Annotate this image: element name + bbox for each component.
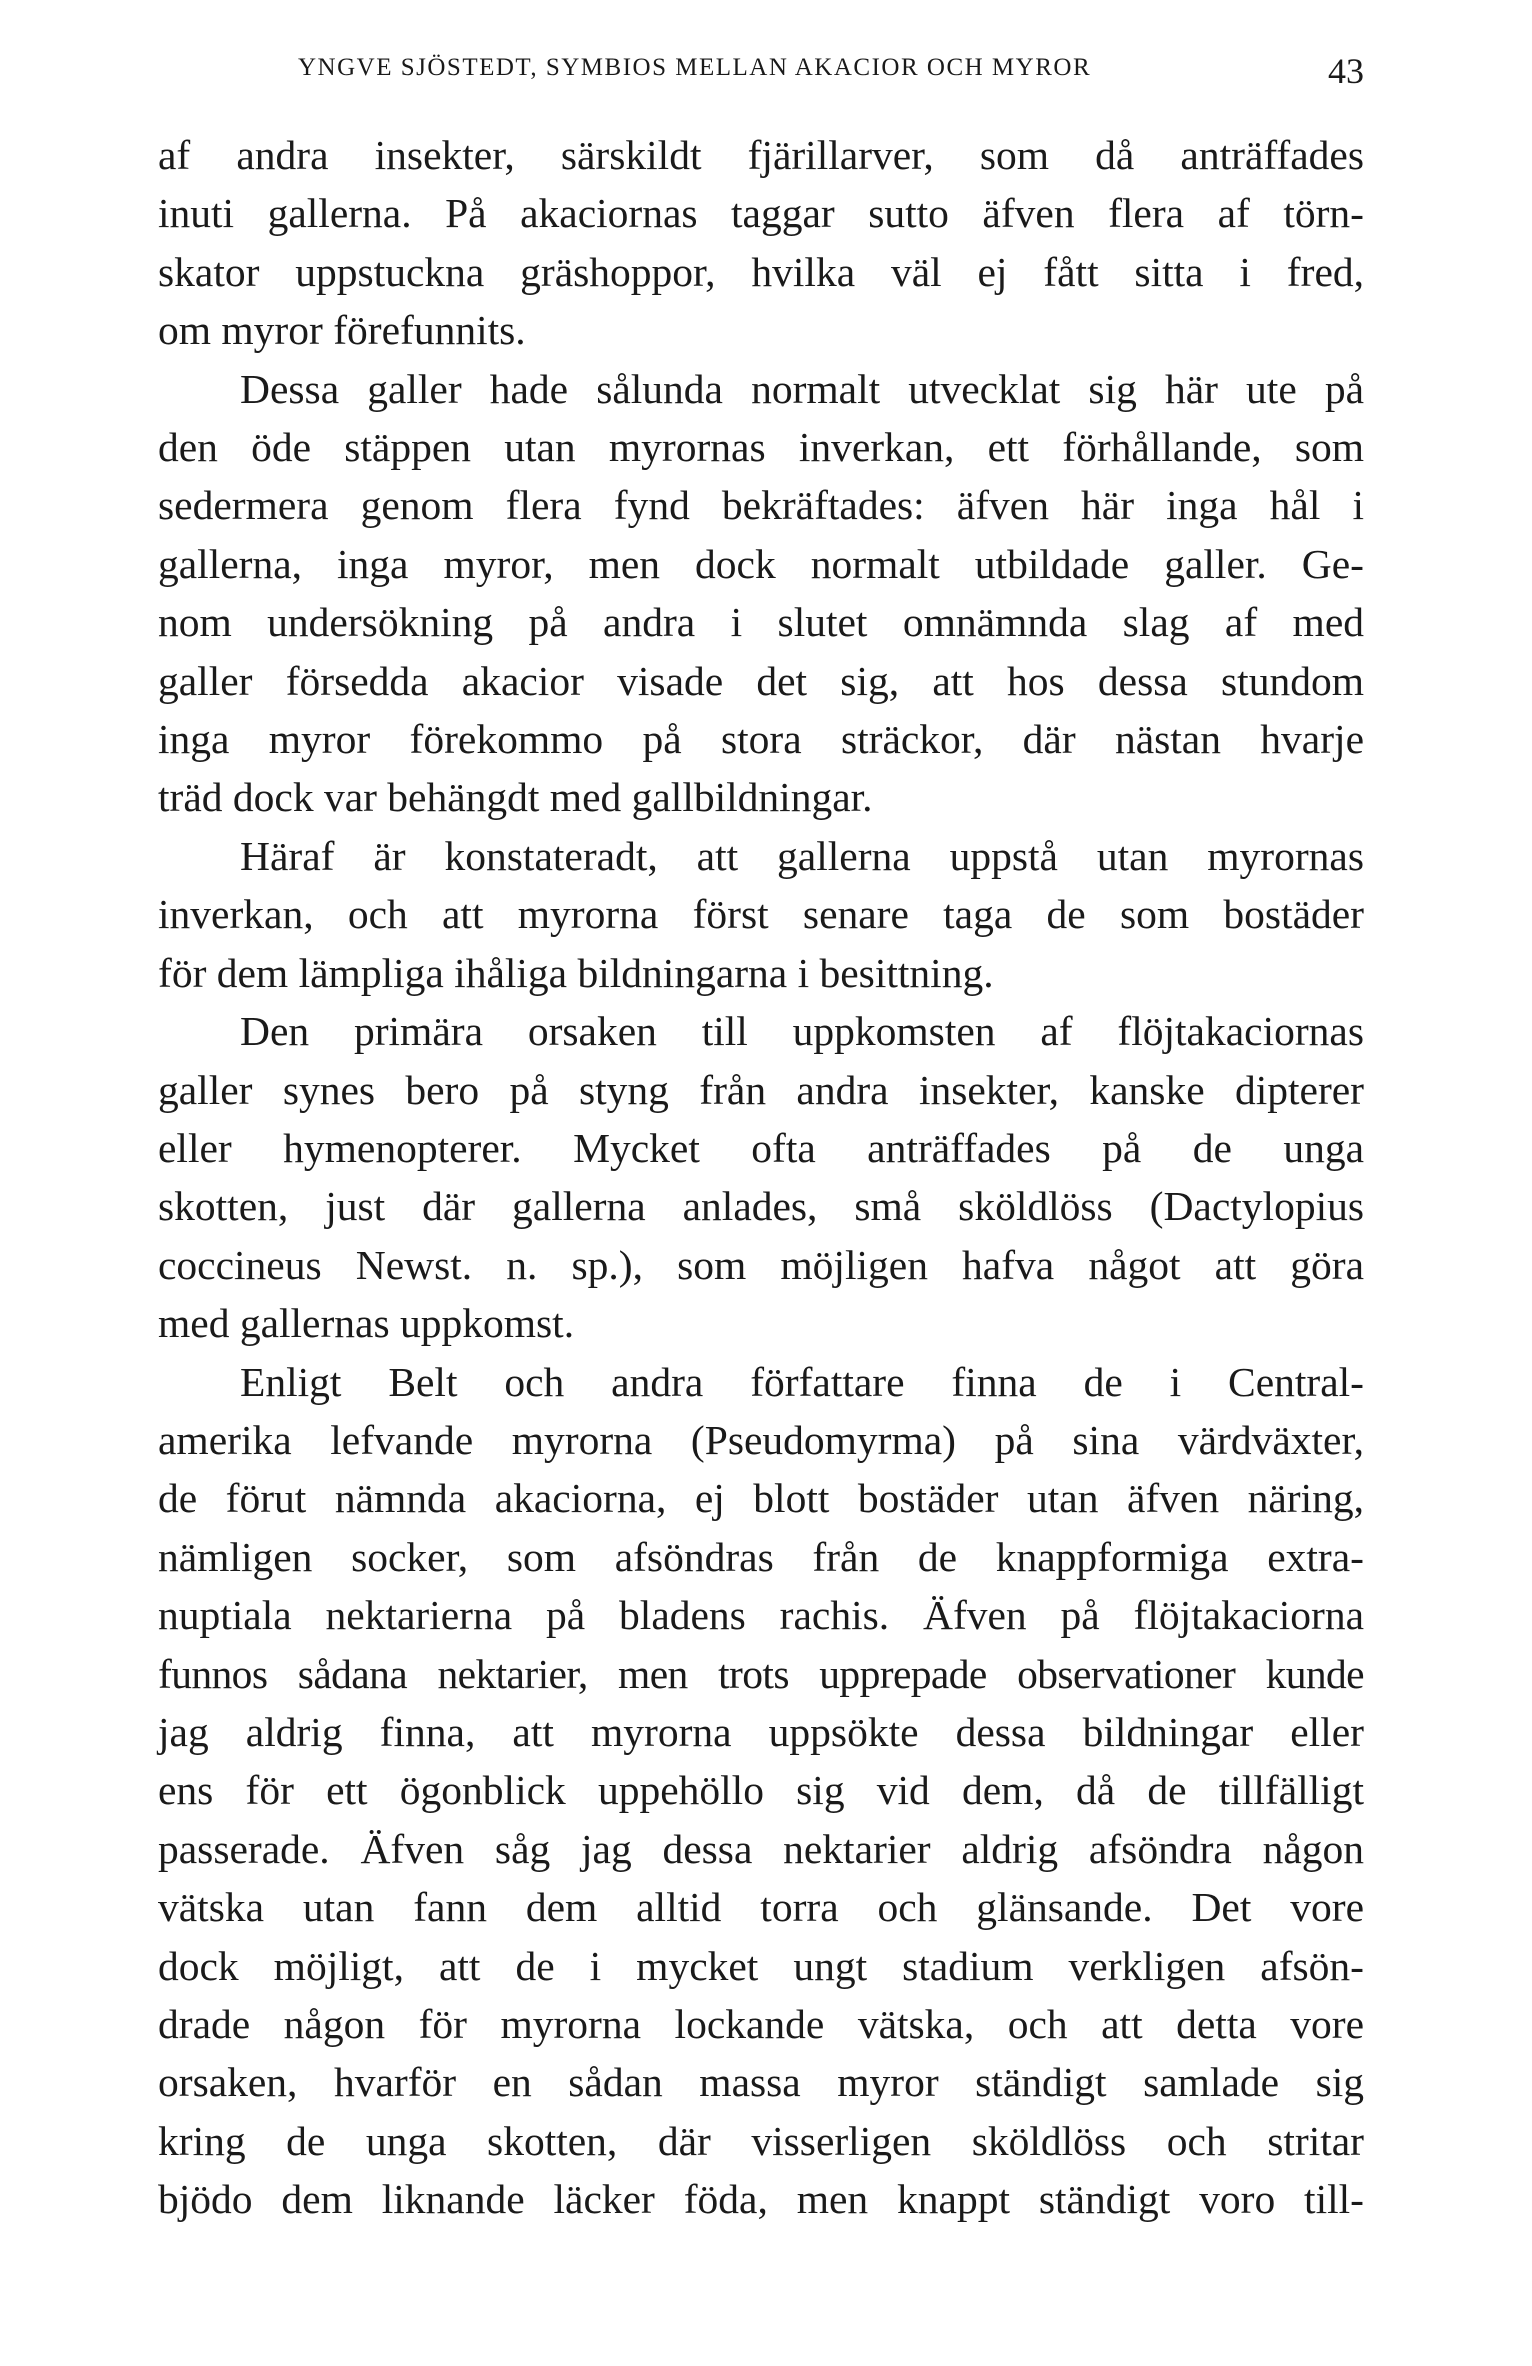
text-line: coccineus Newst. n. sp.), som möjligen hafva något att göra	[158, 1241, 1364, 1288]
text-line: orsaken, hvarför en sådan massa myror ständigt samlade sig	[158, 2059, 1364, 2106]
text-line: ens för ett ögonblick uppehöllo sig vid dem, då de tillfälligt	[158, 1767, 1364, 1814]
text-line: gallerna, inga myror, men dock normalt utbildade galler. Ge-	[158, 540, 1364, 587]
text-line: galler försedda akacior visade det sig, att hos dessa stundom	[158, 657, 1364, 704]
text-line: dock möjligt, att de i mycket ungt stadium verkligen afsön-	[158, 1942, 1364, 1989]
text-line: Häraf är konstateradt, att gallerna uppstå utan myrornas	[240, 832, 1364, 879]
text-line: vätska utan fann dem alltid torra och glänsande. Det vore	[158, 1884, 1364, 1931]
text-line: passerade. Äfven såg jag dessa nektarier aldrig afsöndra någon	[158, 1825, 1364, 1872]
text-line: kring de unga skotten, där visserligen sköldlöss och stritar	[158, 2117, 1364, 2164]
text-line: nuptiala nektarierna på bladens rachis. Äfven på flöjtakaciorna	[158, 1592, 1364, 1639]
page-number: 43	[1328, 51, 1364, 91]
text-line: eller hymenopterer. Mycket ofta anträffades på de unga	[158, 1124, 1364, 1171]
body-text	[158, 126, 1364, 2229]
text-line: sedermera genom flera fynd bekräftades: äfven här inga hål i	[158, 482, 1364, 529]
text-line: nämligen socker, som afsöndras från de knappformiga extra-	[158, 1533, 1364, 1580]
text-line: inuti gallerna. På akaciornas taggar sutto äfven flera af törn-	[158, 190, 1364, 237]
paragraph-3	[158, 827, 1364, 1002]
text-line: Dessa galler hade sålunda normalt utvecklat sig här ute på	[240, 365, 1364, 412]
text-line: galler synes bero på styng från andra insekter, kanske dipterer	[158, 1066, 1364, 1113]
text-line: inga myror förekommo på stora sträckor, där nästan hvarje	[158, 716, 1364, 763]
text-line: jag aldrig finna, att myrorna uppsökte dessa bildningar eller	[158, 1708, 1364, 1755]
book-page	[158, 50, 1364, 2229]
text-line: nom undersökning på andra i slutet omnämnda slag af med	[158, 599, 1364, 646]
text-line: skator uppstuckna gräshoppor, hvilka väl ej fått sitta i fred,	[158, 248, 1364, 295]
text-line: de förut nämnda akaciorna, ej blott bostäder utan äfven näring,	[158, 1475, 1364, 1522]
text-line: den öde stäppen utan myrornas inverkan, ett förhållande, som	[158, 424, 1364, 471]
text-line: Den primära orsaken till uppkomsten af flöjtakaciornas	[240, 1008, 1364, 1055]
text-line: bjödo dem liknande läcker föda, men knappt ständigt voro till-	[158, 2176, 1364, 2223]
text-line: funnos sådana nektarier, men trots upprepade observationer kunde	[158, 1650, 1364, 1697]
paragraph-5	[158, 1353, 1364, 2229]
text-line: drade någon för myrorna lockande vätska, och att detta vore	[158, 2001, 1364, 2047]
text-line: skotten, just där gallerna anlades, små sköldlöss (Dactylopius	[158, 1183, 1364, 1230]
paragraph-2	[158, 360, 1364, 827]
text-line: om myror förefunnits.	[158, 307, 526, 354]
text-line: amerika lefvande myrorna (Pseudomyrma) på sina värdväxter,	[158, 1416, 1364, 1463]
text-line: för dem lämpliga ihåliga bildningarna i besittning.	[158, 949, 994, 996]
running-title: YNGVE SJÖSTEDT, SYMBIOS MELLAN AKACIOR OCH MYROR	[298, 54, 1092, 81]
paragraph-1	[158, 126, 1364, 360]
text-line: af andra insekter, särskildt fjärillarver, som då anträffades	[158, 132, 1364, 178]
text-line: träd dock var behängdt med gallbildningar.	[158, 774, 873, 821]
paragraph-4	[158, 1002, 1364, 1352]
text-line: inverkan, och att myrorna först senare taga de som bostäder	[158, 891, 1364, 938]
text-line: med gallernas uppkomst.	[158, 1300, 575, 1347]
running-head	[158, 50, 1364, 110]
text-line: Enligt Belt och andra författare finna de i Central-	[240, 1358, 1364, 1405]
